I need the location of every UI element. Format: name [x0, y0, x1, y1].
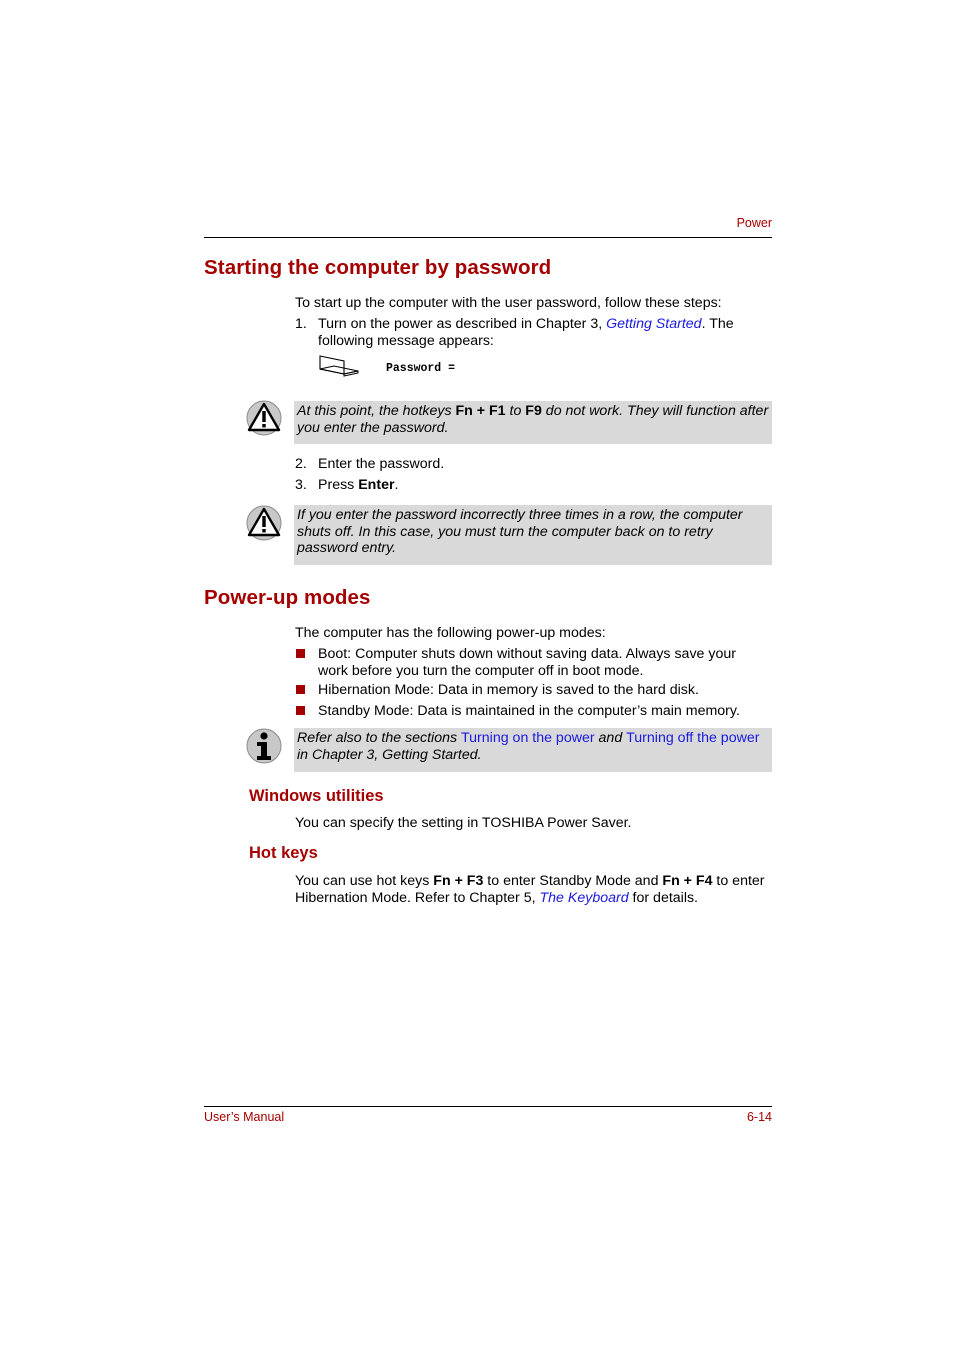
- step-number: 1.: [295, 316, 307, 332]
- caution-note-hotkeys: [294, 401, 772, 444]
- info-icon: [245, 727, 283, 765]
- caution-text: If you enter the password incorrectly three times in a row, the computer: [297, 507, 743, 523]
- bullet-boot: [318, 646, 772, 679]
- running-header: Power: [736, 216, 772, 230]
- bullet-text: Boot: Computer shuts down without saving data. Always save your: [318, 646, 736, 662]
- intro-power-up: The computer has the following power-up modes:: [295, 625, 606, 641]
- hot-keys-text-part: for details.: [628, 889, 699, 906]
- caution-icon: [245, 504, 283, 542]
- bullet-hibernation: Hibernation Mode: Data in memory is saved to the hard disk.: [318, 682, 699, 698]
- subsection-title-hot-keys: Hot keys: [249, 844, 318, 862]
- step-number: 2.: [295, 456, 307, 472]
- hot-keys-text-part: to enter: [712, 873, 765, 889]
- enter-key: Enter: [358, 477, 395, 493]
- hot-keys-text-part: to enter Standby Mode and: [483, 873, 663, 889]
- header-rule: [204, 237, 772, 238]
- section-title-power-up: Power-up modes: [204, 586, 371, 609]
- caution-text: password entry.: [297, 540, 397, 556]
- bullet-marker: [296, 706, 305, 715]
- section-title-password: Starting the computer by password: [204, 256, 552, 279]
- bullet-text: work before you turn the computer off in boot mode.: [318, 662, 644, 679]
- subsection-title-windows-utilities: Windows utilities: [249, 787, 384, 805]
- the-keyboard-link[interactable]: The Keyboard: [539, 889, 629, 906]
- step-3: [318, 477, 772, 494]
- info-text: and: [594, 730, 627, 746]
- getting-started-link[interactable]: Getting Started: [606, 316, 702, 332]
- footer-rule: [204, 1106, 772, 1107]
- step-1-line2: following message appears:: [318, 332, 494, 349]
- turning-off-power-link[interactable]: Turning off the power: [626, 730, 760, 746]
- hotkey-fn-f4: Fn + F4: [662, 873, 713, 889]
- caution-text: shuts off. In this case, you must turn the computer back on to retry: [297, 523, 713, 540]
- caution-icon: [245, 399, 283, 437]
- password-prompt: Password =: [386, 362, 456, 375]
- hotkey-f9: F9: [525, 403, 542, 419]
- step-3-text: Press: [318, 477, 359, 493]
- turning-on-power-link[interactable]: Turning on the power: [461, 730, 595, 746]
- step-1-text: Turn on the power as described in Chapter 3,: [318, 316, 607, 332]
- windows-utilities-text: You can specify the setting in TOSHIBA Power Saver.: [295, 815, 632, 831]
- step-1: [318, 316, 772, 349]
- hotkey-fn-f3: Fn + F3: [433, 873, 484, 889]
- caution-text: do not work. They will function after: [541, 403, 769, 419]
- bullet-marker: [296, 685, 305, 694]
- bullet-marker: [296, 649, 305, 658]
- step-2: Enter the password.: [318, 456, 445, 472]
- bullet-standby: Standby Mode: Data is maintained in the computer’s main memory.: [318, 703, 740, 719]
- hot-keys-text: [295, 873, 773, 906]
- hot-keys-text-part: You can use hot keys: [295, 873, 434, 889]
- step-3-text-end: .: [394, 477, 399, 493]
- info-text: Refer also to the sections: [297, 730, 462, 746]
- page-number: 6-14: [746, 1110, 772, 1124]
- footer-manual-title: User’s Manual: [204, 1110, 285, 1124]
- caution-note-retries: [294, 505, 772, 565]
- intro-password: To start up the computer with the user password, follow these steps:: [295, 295, 722, 311]
- caution-text-line2: you enter the password.: [297, 419, 449, 436]
- info-note: [294, 728, 772, 772]
- info-text-line2: in Chapter 3, Getting Started.: [297, 746, 482, 763]
- caution-text: to: [505, 403, 526, 419]
- laptop-icon: [317, 354, 361, 382]
- hot-keys-text-part: Hibernation Mode. Refer to Chapter 5,: [295, 889, 540, 906]
- step-1-text-end: . The: [701, 316, 734, 332]
- caution-text: At this point, the hotkeys: [297, 403, 456, 419]
- step-number: 3.: [295, 477, 307, 493]
- hotkey-fn-f1: Fn + F1: [455, 403, 506, 419]
